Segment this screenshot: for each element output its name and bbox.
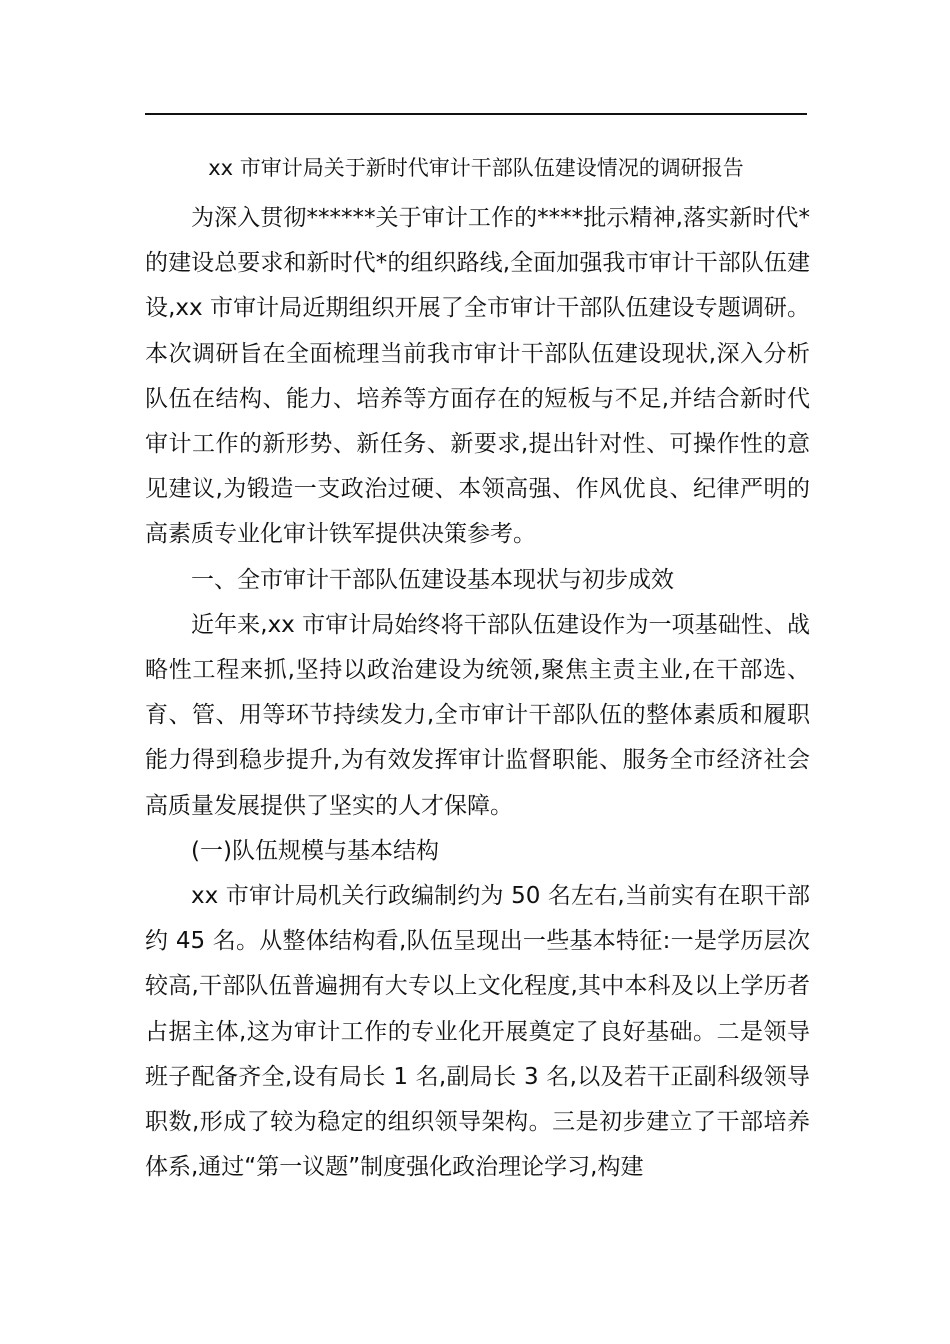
header-rule — [145, 113, 807, 115]
document-title: xx 市审计局关于新时代审计干部队伍建设情况的调研报告 — [208, 156, 744, 180]
intro-paragraph: 为深入贯彻******关于审计工作的****批示精神,落实新时代*的建设总要求和新时代*的组织路线,全面加强我市审计干部队伍建设,xx 市审计局近期组织开展了全市审计干部队伍建设专题调研。本次调研旨在全面梳理当前我市审计干部队伍建设现状,深入分析队伍在结构、能力、培养等方面存在的短板与不足,并结合新时代审计工作的新形势、新任务、新要求,提出针对性、可操作性的意见建议,为锻造一支政治过硬、本领高强、作风优良、纪律严明的高素质专业化审计铁军提供决策参考。 — [145, 205, 810, 548]
subsection-1-paragraph: xx 市审计局机关行政编制约为 50 名左右,当前实有在职干部约 45 名。从整体结构看,队伍呈现出一些基本特征:一是学历层次较高,干部队伍普遍拥有大专以上文化程度,其中本科及以上学历者占据主体,这为审计工作的专业化开展奠定了良好基础。二是领导班子配备齐全,设有局长 1 名,副局长 3 名,以及若干正副科级领导职数,形成了较为稳定的组织领导架构。三是初步建立了干部培养体系,通过“第一议题”制度强化政治理论学习,构建 — [145, 883, 810, 1181]
document-body — [145, 196, 810, 1190]
section-heading-1: 一、全市审计干部队伍建设基本现状与初步成效 — [191, 566, 674, 593]
section-1-paragraph: 近年来,xx 市审计局始终将干部队伍建设作为一项基础性、战略性工程来抓,坚持以政治建设为统领,聚焦主责主业,在干部选、育、管、用等环节持续发力,全市审计干部队伍的整体素质和履职能力得到稳步提升,为有效发挥审计监督职能、服务全市经济社会高质量发展提供了坚实的人才保障。 — [145, 611, 810, 819]
subsection-heading-1: (一)队伍规模与基本结构 — [191, 837, 439, 864]
